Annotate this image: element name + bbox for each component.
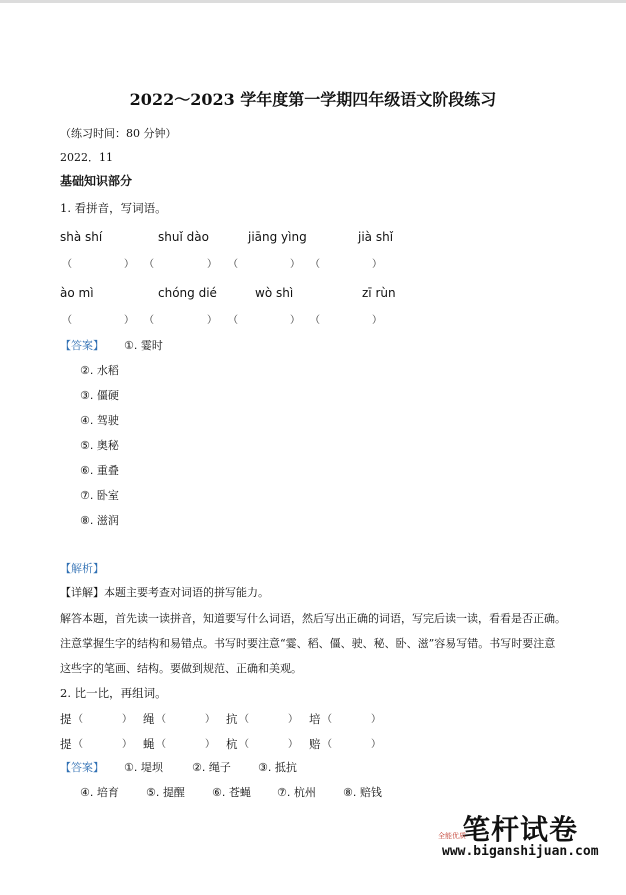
- answer-item: [192, 761, 231, 775]
- q2-character: 培: [309, 712, 321, 726]
- watermark-logo: [420, 800, 626, 880]
- answer-number: ②.: [192, 761, 206, 774]
- answer-text: 水稻: [96, 364, 119, 377]
- paren-close: ）: [122, 714, 132, 725]
- answer-tag: 【答案】: [60, 339, 104, 352]
- answer-number: ⑤.: [80, 439, 94, 452]
- analysis-paragraph: 解答本题，首先读一读拼音，知道要写什么词语，然后写出正确的词语，写完后读一读，看看是否正确。: [60, 612, 566, 625]
- analysis-tag: 【解析】: [60, 562, 104, 575]
- watermark-url: www.biganshijuan.com: [442, 844, 599, 859]
- pinyin-item: zī rùn: [362, 286, 396, 300]
- answer-tag: 【答案】: [60, 761, 104, 774]
- answer-item: [258, 761, 297, 775]
- paren-open: （: [144, 259, 154, 270]
- answer-text: 霎时: [140, 339, 163, 352]
- paren-close: ）: [371, 739, 381, 750]
- answer-item: [124, 761, 163, 775]
- watermark-small-text: 全能优质: [438, 832, 466, 840]
- answer-text: 杭州: [293, 786, 316, 799]
- q2-character: 赔: [309, 737, 321, 751]
- watermark-brand: 笔杆试卷: [462, 813, 579, 846]
- paren-open: （: [239, 714, 249, 725]
- q2-character: 杭: [226, 737, 238, 751]
- answer-number: ③.: [80, 389, 94, 402]
- paren-close: ）: [288, 739, 298, 750]
- answer-number: ②.: [80, 364, 94, 377]
- answer-item: [343, 786, 382, 800]
- pinyin-item: chóng dié: [158, 286, 217, 300]
- section-heading-basic: 基础知识部分: [60, 174, 133, 188]
- answer-text: 抵抗: [274, 761, 297, 774]
- pinyin-item: shuǐ dào: [158, 230, 209, 244]
- analysis-paragraph: 注意掌握生字的结构和易错点。书写时要注意“霎、稻、僵、驶、秘、卧、滋”容易写错。书写时要注意: [60, 637, 556, 650]
- answer-item: [212, 786, 251, 800]
- paren-open: （: [239, 739, 249, 750]
- paren-close: ）: [205, 739, 215, 750]
- q2-character: 提: [60, 737, 72, 751]
- answer-text: 僵硬: [96, 389, 119, 402]
- paren-open: （: [322, 739, 332, 750]
- paren-open: （: [310, 259, 320, 270]
- answer-number: ⑦.: [80, 489, 94, 502]
- answer-text: 奥秘: [96, 439, 119, 452]
- q2-character: 蝇: [143, 737, 155, 751]
- paren-open: （: [156, 714, 166, 725]
- paren-close: ）: [205, 714, 215, 725]
- answer-number: ⑧.: [343, 786, 357, 799]
- answer-item: [80, 439, 119, 453]
- answer-item: [80, 514, 119, 528]
- answer-item: [80, 389, 119, 403]
- q2-character: 抗: [226, 712, 238, 726]
- answer-item: [146, 786, 185, 800]
- answer-number: ⑦.: [277, 786, 291, 799]
- answer-text: 滋润: [96, 514, 119, 527]
- q1-prompt: 1. 看拼音，写词语。: [60, 201, 167, 215]
- answer-number: ④.: [80, 786, 94, 799]
- time-note: （练习时间：80 分钟）: [60, 127, 177, 140]
- pinyin-item: jiāng yìng: [248, 230, 307, 244]
- paren-close: ）: [372, 259, 382, 270]
- answer-item: [80, 364, 119, 378]
- answer-number: ⑥.: [212, 786, 226, 799]
- answer-number: ⑥.: [80, 464, 94, 477]
- answer-text: 苍蝇: [228, 786, 251, 799]
- paren-close: ）: [371, 714, 381, 725]
- paren-close: ）: [288, 714, 298, 725]
- pinyin-item: jià shǐ: [358, 230, 394, 244]
- exam-date: 2022．11: [60, 151, 113, 164]
- detail-line: 【详解】本题主要考查对词语的拼写能力。: [60, 586, 269, 599]
- paren-close: ）: [124, 315, 134, 326]
- paren-open: （: [322, 714, 332, 725]
- paren-open: （: [144, 315, 154, 326]
- answer-number: ⑧.: [80, 514, 94, 527]
- paren-close: ）: [207, 259, 217, 270]
- paren-open: （: [228, 315, 238, 326]
- paren-close: ）: [290, 259, 300, 270]
- answer-item: [80, 414, 119, 428]
- paren-open: （: [73, 739, 83, 750]
- paren-close: ）: [372, 315, 382, 326]
- paren-open: （: [228, 259, 238, 270]
- paren-open: （: [62, 259, 72, 270]
- answer-number: ①.: [124, 339, 138, 352]
- q2-character: 绳: [143, 712, 155, 726]
- answer-item: [80, 786, 119, 800]
- answer-item: [277, 786, 316, 800]
- answer-number: ④.: [80, 414, 94, 427]
- pinyin-item: wò shì: [255, 286, 294, 300]
- answer-item: [124, 339, 163, 353]
- paren-open: （: [156, 739, 166, 750]
- answer-text: 堤坝: [140, 761, 163, 774]
- answer-item: [80, 489, 119, 503]
- answer-text: 卧室: [96, 489, 119, 502]
- pinyin-item: shà shí: [60, 230, 103, 244]
- paren-close: ）: [207, 315, 217, 326]
- paren-open: （: [62, 315, 72, 326]
- answer-number: ③.: [258, 761, 272, 774]
- answer-text: 绳子: [208, 761, 231, 774]
- answer-text: 重叠: [96, 464, 119, 477]
- q2-prompt: 2. 比一比，再组词。: [60, 686, 167, 700]
- answer-text: 提醒: [162, 786, 185, 799]
- paren-close: ）: [122, 739, 132, 750]
- paren-close: ）: [124, 259, 134, 270]
- answer-text: 驾驶: [96, 414, 119, 427]
- answer-number: ①.: [124, 761, 138, 774]
- document-title: 2022～2023 学年度第一学期四年级语文阶段练习: [129, 90, 497, 109]
- answer-text: 赔钱: [359, 786, 382, 799]
- answer-number: ⑤.: [146, 786, 160, 799]
- analysis-paragraph: 这些字的笔画、结构。要做到规范、正确和美观。: [60, 662, 302, 675]
- pinyin-item: ào mì: [60, 286, 94, 300]
- paren-close: ）: [290, 315, 300, 326]
- answer-item: [80, 464, 119, 478]
- answer-text: 培育: [96, 786, 119, 799]
- paren-open: （: [73, 714, 83, 725]
- paren-open: （: [310, 315, 320, 326]
- q2-character: 提: [60, 712, 72, 726]
